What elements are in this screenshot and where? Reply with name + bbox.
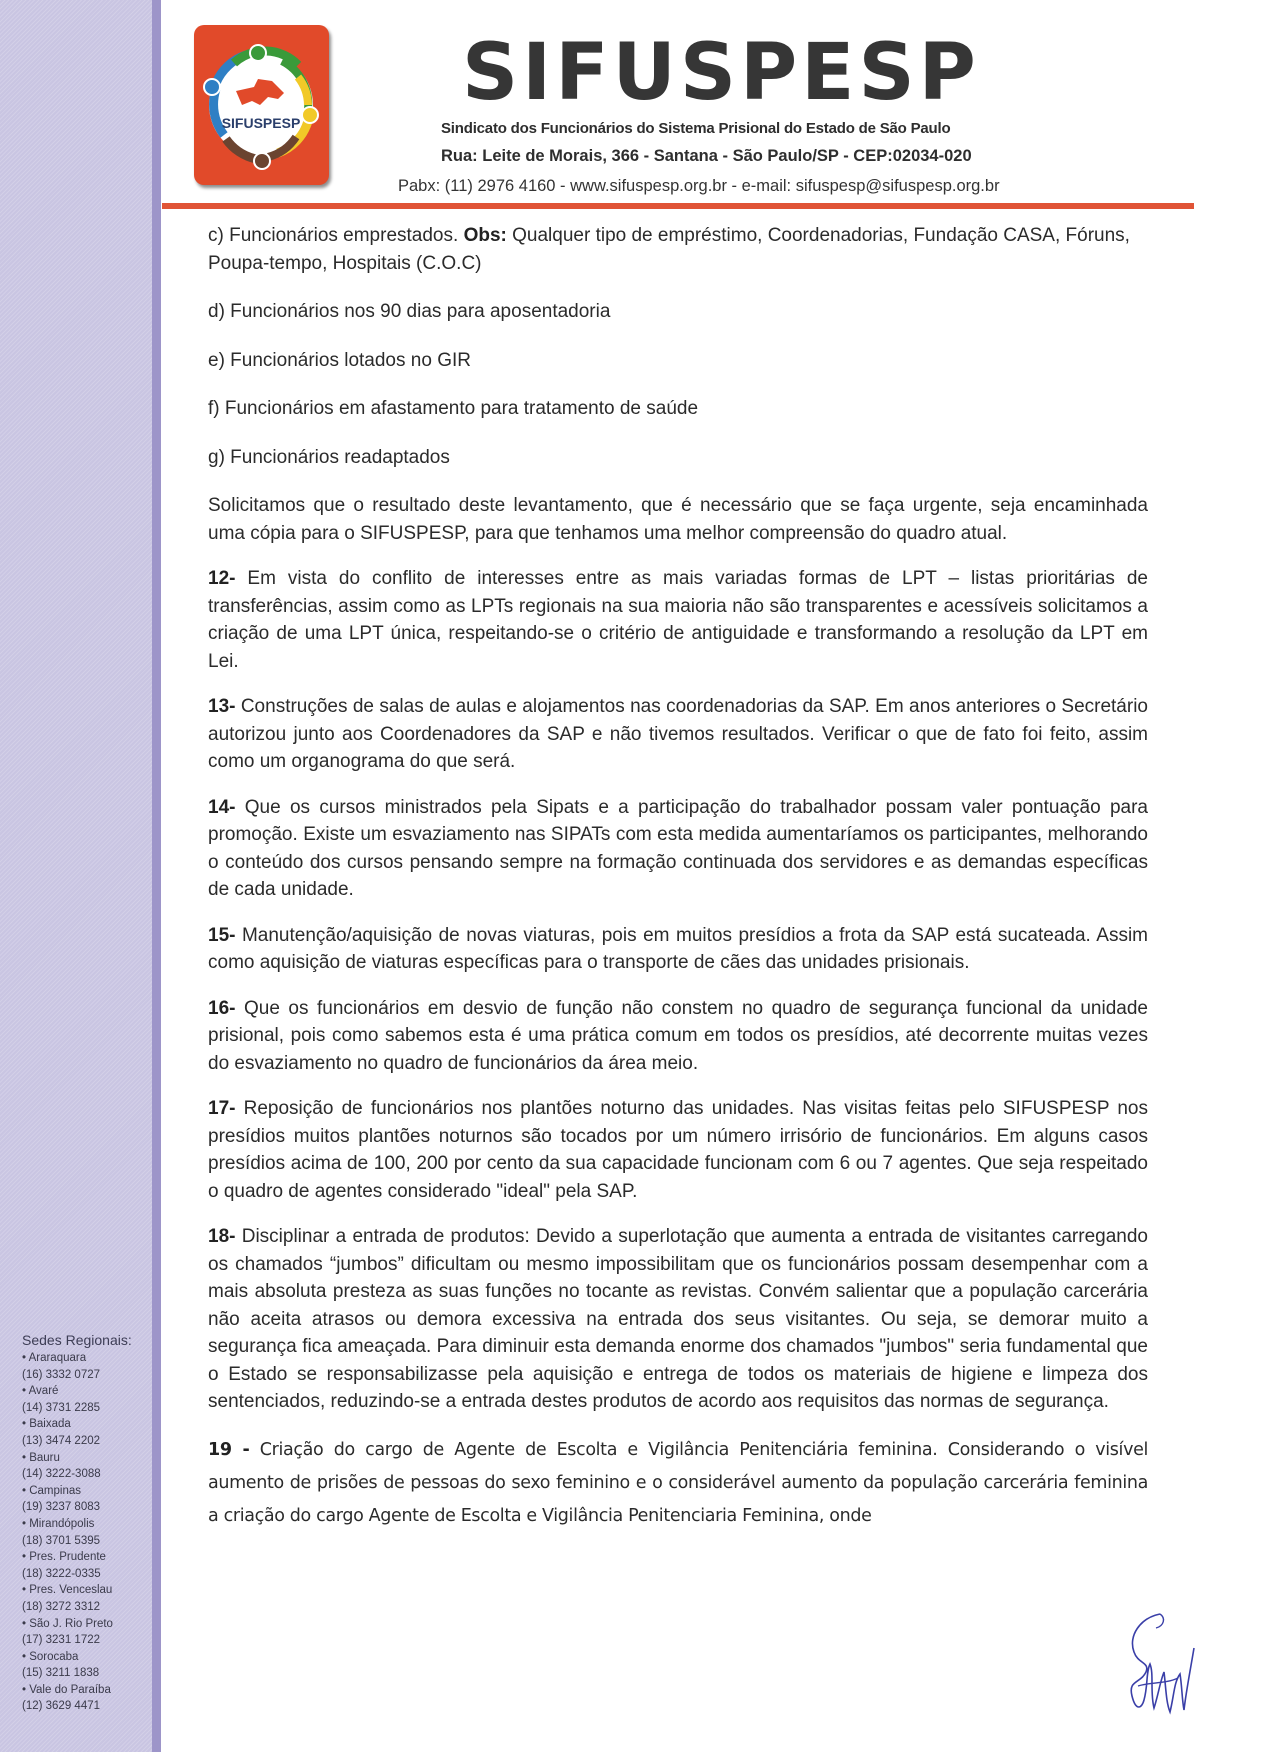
- item-c: c) Funcionários emprestados. Obs: Qualquer tipo de empréstimo, Coordenadorias, Fundação CASA, Fóruns, Poupa-tempo, Hospitais (C.O.C): [208, 225, 1130, 274]
- organization-full-name: Sindicato dos Funcionários do Sistema Prisional do Estado de São Paulo: [441, 120, 951, 137]
- region-campinas: • Campinas (19) 3237 8083: [22, 1484, 101, 1514]
- point-16: 16- Que os funcionários em desvio de função não constem no quadro de segurança funcional da unidade prisional, pois como sabemos esta é uma prática comum em todos os presídios, até decorrente muitas vezes do esvaziamento no quadro de funcionários da área meio.: [208, 997, 1148, 1074]
- obs-label: Obs:: [463, 225, 507, 246]
- region-mirandopolis: • Mirandópolis (18) 3701 5395: [22, 1517, 101, 1547]
- logo-text: SIFUSPESP: [221, 115, 301, 131]
- item-d: d) Funcionários nos 90 dias para aposentadoria: [208, 301, 611, 322]
- point-13: 13- Construções de salas de aulas e alojamentos nas coordenadorias da SAP. Em anos anteriores o Secretário autorizou junto aos Coordenadores da SAP e não tivemos resultados. Verificar o que de fato foi feito, assim como um organograma do que será.: [208, 696, 1148, 772]
- region-baixada: • Baixada (13) 3474 2202: [22, 1418, 101, 1447]
- item-g: g) Funcionários readaptados: [208, 446, 450, 468]
- region-pres-prudente: • Pres. Prudente (18) 3222-0335: [22, 1551, 106, 1580]
- regional-offices-title: Sedes Regionais:: [22, 1332, 132, 1348]
- regional-offices-list: [22, 1330, 150, 1715]
- point-19: 19 - Criação do cargo de Agente de Escolta e Vigilância Penitenciária feminina. Considerando o visível aumento de prisões de pessoas do sexo feminino e o considerável aumento da população carcerária feminina a criação do cargo Agente de Escolta e Vigilância Penitenciaria Feminina, onde: [208, 1439, 1148, 1526]
- point-14: 14- Que os cursos ministrados pela Sipats e a participação do trabalhador possam valer pontuação para promoção. Existe um esvaziamento nas SIPATs com esta medida aumentaríamos os participantes, melhorando o conteúdo dos cursos pensando sempre na formação continuada dos servidores e as demandas específicas de cada unidade.: [208, 796, 1148, 900]
- point-17: 17- Reposição de funcionários nos plantões noturno das unidades. Nas visitas feitas pelo SIFUSPESP nos presídios muitos plantões noturnos são tocados por um número irrisório de funcionários. Em alguns casos presídios acima de 100, 200 por cento da sua capacidade funcionam com 6 ou 7 agentes. Que seja respeitado o quadro de agentes considerado "ideal" pela SAP.: [208, 1098, 1148, 1202]
- request-paragraph: Solicitamos que o resultado deste levantamento, que é necessário que se faça urgente, seja encaminhada uma cópia para o SIFUSPESP, para que tenhamos uma melhor compreensão do quadro atual.: [208, 495, 1148, 544]
- header-divider: [162, 203, 1194, 209]
- region-vale-do-paraiba: • Vale do Paraíba (12) 3629 4471: [22, 1683, 111, 1713]
- region-araraquara: • Araraquara (16) 3332 0727: [22, 1352, 101, 1381]
- organization-contact: Pabx: (11) 2976 4160 - www.sifuspesp.org.br - e-mail: sifuspesp@sifuspesp.org.br: [398, 177, 1000, 195]
- organization-address: Rua: Leite de Morais, 366 - Santana - São Paulo/SP - CEP:02034-020: [441, 147, 972, 165]
- signature-scribble-icon: [1120, 1612, 1200, 1722]
- point-15: 15- Manutenção/aquisição de novas viaturas, pois em muitos presídios a frota da SAP está sucateada. Assim como aquisição de viaturas específicas para o transporte de cães das unidades prisionais.: [208, 924, 1148, 973]
- handwritten-signature: [1120, 1612, 1200, 1727]
- organization-brand: SIFUSPESP: [462, 28, 980, 118]
- sidebar-edge-stripe: [152, 0, 161, 1752]
- point-18: 18- Disciplinar a entrada de produtos: Devido a superlotação que aumenta a entrada de visitantes carregando os chamados “jumbos” dificultam ou mesmo impossibilitam que os funcionários possam desempenhar com a mais absoluta presteza as suas funções no tocante as revistas. Convém salientar que a população carcerária não aceita atrasos ou demora excessiva na entrada dos seus visitantes. Ou seja, se demorar muito a segurança fica ameaçada. Para diminuir esta demanda enorme dos chamados "jumbos" seria fundamental que o Estado se responsabilizasse pela aquisição e entrega de todos os materiais de higiene e limpeza dos sentenciados, reduzindo-se a entrada destes produtos de acordo aos requisitos das normas de segurança.: [208, 1226, 1148, 1412]
- region-bauru: • Bauru (14) 3222-3088: [22, 1451, 101, 1481]
- document-body: [208, 222, 1148, 1533]
- region-pres-venceslau: • Pres. Venceslau (18) 3272 3312: [22, 1584, 113, 1613]
- item-e: e) Funcionários lotados no GIR: [208, 349, 471, 371]
- item-f: f) Funcionários em afastamento para tratamento de saúde: [208, 398, 699, 419]
- point-12: 12- Em vista do conflito de interesses entre as mais variadas formas de LPT – listas prioritárias de transferências, assim como as LPTs regionais na sua maioria não são transparentes e acessíveis solicitamos a criação de uma LPT única, respeitando-se o critério de antiguidade e transformando a resolução da LPT em Lei.: [208, 568, 1148, 672]
- region-sorocaba: • Sorocaba (15) 3211 1838: [22, 1650, 100, 1680]
- region-sao-jose-rio-preto: • São J. Rio Preto (17) 3231 1722: [22, 1617, 113, 1647]
- logo-emblem-icon: [194, 25, 329, 185]
- sifuspesp-logo: [194, 25, 329, 185]
- region-avare: • Avaré (14) 3731 2285: [22, 1385, 101, 1414]
